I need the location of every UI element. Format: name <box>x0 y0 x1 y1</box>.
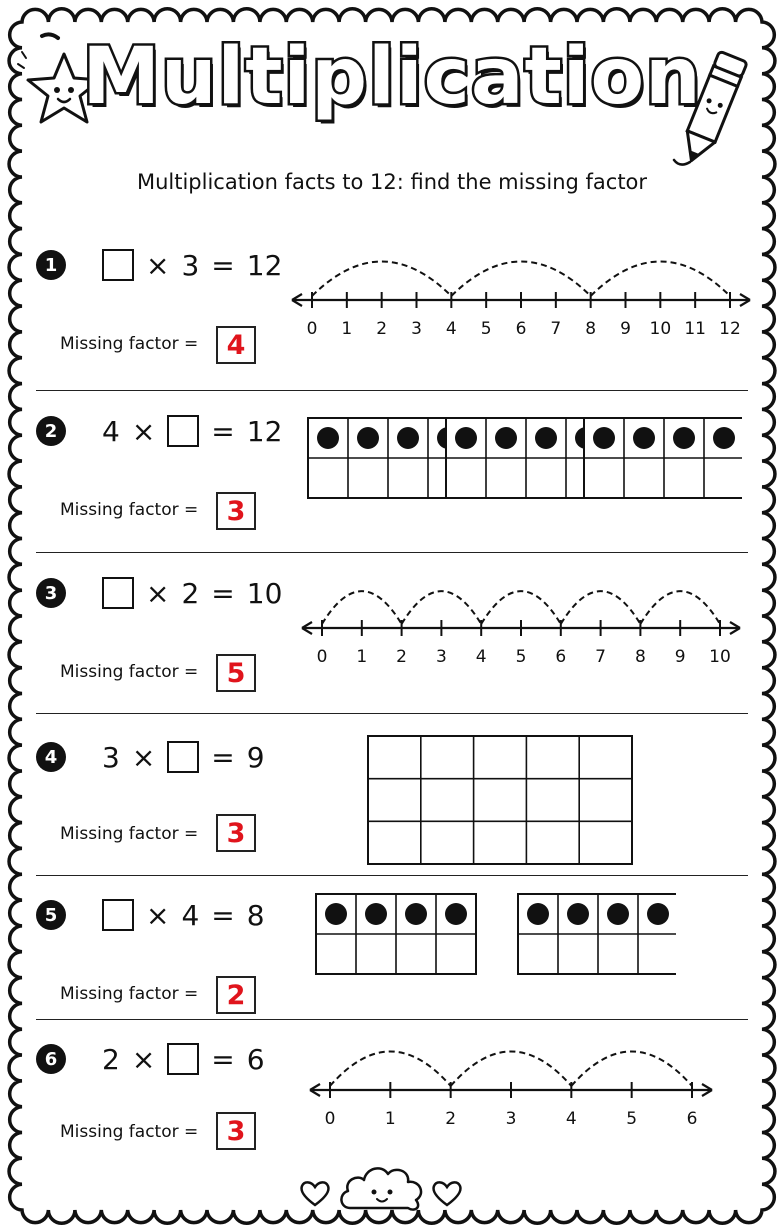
array-grid <box>368 736 632 864</box>
equation-number: 12 <box>246 414 283 448</box>
section-divider <box>36 875 748 876</box>
counter-dot <box>317 427 339 449</box>
number-line-label: 7 <box>550 319 562 339</box>
blank-factor-box[interactable] <box>102 249 134 281</box>
equation-number: 3 <box>181 248 200 282</box>
problem-number-badge: 3 <box>36 578 66 608</box>
number-line-label: 2 <box>396 647 408 667</box>
blank-factor-box[interactable] <box>167 1043 199 1075</box>
equation-number: 4 <box>181 898 200 932</box>
missing-factor-label: Missing factor = <box>60 984 199 1004</box>
number-line-label: 6 <box>686 1109 698 1129</box>
equation <box>96 574 288 612</box>
number-line-label: 10 <box>709 647 731 667</box>
equation-number: 6 <box>246 1042 265 1076</box>
number-line-label: 1 <box>384 1109 396 1129</box>
section-divider <box>36 390 748 391</box>
number-line-label: 3 <box>435 647 447 667</box>
jump-arc <box>451 262 590 297</box>
number-line-label: 9 <box>674 647 686 667</box>
counter-dot <box>397 427 419 449</box>
problem-3 <box>0 570 784 714</box>
number-line-label: 5 <box>626 1109 638 1129</box>
number-line-label: 3 <box>505 1109 517 1129</box>
equation-number: 4 <box>102 414 120 448</box>
equation-number: 8 <box>246 898 265 932</box>
counter-dot <box>357 427 379 449</box>
answer-box[interactable]: 4 <box>216 326 256 364</box>
number-line-model <box>286 250 756 350</box>
number-line-label: 0 <box>316 647 328 667</box>
times-sign: × <box>131 740 156 774</box>
equals-sign: = <box>211 248 235 282</box>
equation-number: 3 <box>102 740 120 774</box>
missing-factor-label: Missing factor = <box>60 824 199 844</box>
counter-dot <box>455 427 477 449</box>
number-line-label: 4 <box>565 1109 577 1129</box>
blank-factor-box[interactable] <box>167 741 199 773</box>
counter-dot <box>527 903 549 925</box>
problem-number-badge: 6 <box>36 1044 66 1074</box>
number-line-label: 0 <box>306 319 318 339</box>
equation-number: 10 <box>246 576 283 610</box>
number-line-label: 8 <box>585 319 597 339</box>
ten-frames-model <box>314 892 676 984</box>
counter-dot <box>405 903 427 925</box>
blank-factor-box[interactable] <box>167 415 199 447</box>
number-line-label: 11 <box>684 319 706 339</box>
number-line-label: 4 <box>475 647 487 667</box>
equation <box>96 246 288 284</box>
missing-factor-label: Missing factor = <box>60 662 199 682</box>
number-line-label: 5 <box>480 319 492 339</box>
number-line-label: 9 <box>620 319 631 339</box>
number-line-model <box>296 578 746 688</box>
missing-factor-label: Missing factor = <box>60 500 199 520</box>
number-line-label: 1 <box>356 647 368 667</box>
equation-number: 9 <box>246 740 265 774</box>
equals-sign: = <box>211 1042 235 1076</box>
jump-arc <box>561 591 641 624</box>
problem-number-badge: 1 <box>36 250 66 280</box>
counter-dot <box>365 903 387 925</box>
missing-factor-label: Missing factor = <box>60 334 199 354</box>
times-sign: × <box>131 414 156 448</box>
equation-number: 2 <box>102 1042 120 1076</box>
counter-dot <box>713 427 735 449</box>
jump-arc <box>330 1052 451 1087</box>
counter-dot <box>647 903 669 925</box>
problem-2 <box>0 408 784 552</box>
equals-sign: = <box>211 898 235 932</box>
grid-model <box>366 734 634 866</box>
equation <box>96 412 288 450</box>
problem-1 <box>0 242 784 390</box>
blank-factor-box[interactable] <box>102 899 134 931</box>
section-divider <box>36 552 748 553</box>
heart-icon <box>298 1178 332 1208</box>
equation-number: 2 <box>181 576 200 610</box>
number-line-label: 7 <box>595 647 607 667</box>
equation <box>96 738 271 776</box>
problem-number-badge: 2 <box>36 416 66 446</box>
page-subtitle: Multiplication facts to 12: find the missing factor <box>136 170 648 194</box>
jump-arc <box>322 591 402 624</box>
jump-arc <box>640 591 720 624</box>
number-line-label: 3 <box>411 319 422 339</box>
answer-box[interactable]: 3 <box>216 814 256 852</box>
number-line-label: 8 <box>634 647 646 667</box>
problem-number-badge: 5 <box>36 900 66 930</box>
counter-dot <box>325 903 347 925</box>
counter-dot <box>567 903 589 925</box>
number-line-label: 1 <box>341 319 353 339</box>
equation-number: 12 <box>246 248 283 282</box>
equation <box>96 896 271 934</box>
equals-sign: = <box>211 414 235 448</box>
problem-5 <box>0 892 784 1036</box>
answer-box[interactable]: 3 <box>216 1112 256 1150</box>
number-line-label: 5 <box>515 647 527 667</box>
page-title: Multiplication <box>82 32 702 122</box>
cloud-icon <box>336 1158 430 1214</box>
number-line-label: 12 <box>719 319 741 339</box>
number-line-label: 2 <box>376 319 388 339</box>
counter-dot <box>535 427 557 449</box>
times-sign: × <box>146 248 170 282</box>
jump-arc <box>571 1052 692 1087</box>
missing-factor-label: Missing factor = <box>60 1122 199 1142</box>
number-line-label: 6 <box>515 319 527 339</box>
jump-arc <box>312 262 451 297</box>
number-line-label: 4 <box>445 319 457 339</box>
ten-frames-model <box>306 416 742 508</box>
jump-arc <box>451 1052 572 1087</box>
blank-factor-box[interactable] <box>102 577 134 609</box>
heart-icon <box>430 1178 464 1208</box>
times-sign: × <box>131 1042 156 1076</box>
equation <box>96 1040 271 1078</box>
times-sign: × <box>146 576 170 610</box>
jump-arc <box>481 591 561 624</box>
jump-arc <box>591 262 730 297</box>
equals-sign: = <box>211 576 235 610</box>
jump-arc <box>402 591 482 624</box>
answer-box[interactable]: 2 <box>216 976 256 1014</box>
number-line-model <box>304 1040 718 1142</box>
counter-dot <box>633 427 655 449</box>
counter-dot <box>607 903 629 925</box>
answer-box[interactable]: 3 <box>216 492 256 530</box>
counter-dot <box>673 427 695 449</box>
number-line-label: 2 <box>445 1109 457 1129</box>
number-line-label: 10 <box>649 319 672 339</box>
equals-sign: = <box>211 740 235 774</box>
number-line-label: 0 <box>324 1109 336 1129</box>
times-sign: × <box>146 898 170 932</box>
problem-number-badge: 4 <box>36 742 66 772</box>
counter-dot <box>593 427 615 449</box>
problem-4 <box>0 734 784 874</box>
answer-box[interactable]: 5 <box>216 654 256 692</box>
counter-dot <box>445 903 467 925</box>
counter-dot <box>495 427 517 449</box>
number-line-label: 6 <box>555 647 567 667</box>
